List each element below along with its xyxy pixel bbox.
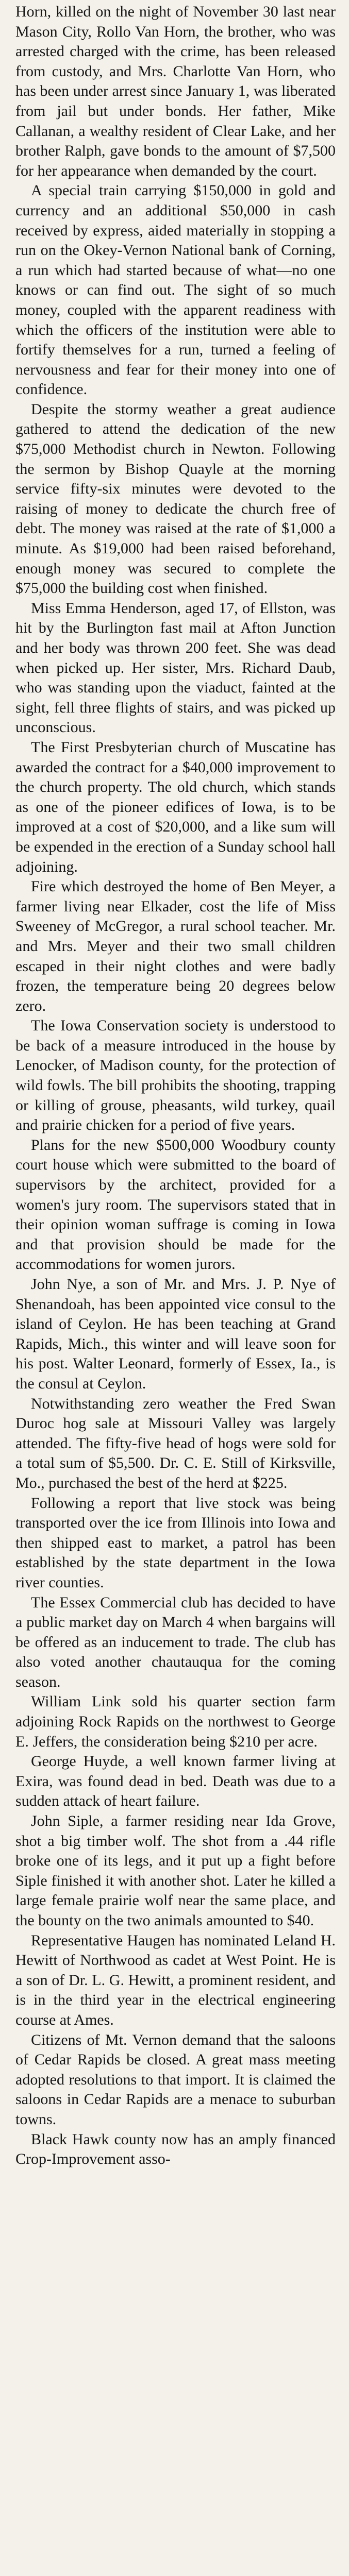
news-item-newton-church-dedication: Despite the stormy weather a great audience gathered to attend the dedication of the new $75,000 Methodist church in Newton. Following the sermon by Bishop Quayle at the morning service fifty-six minutes were devoted to the raising of money to dedicate the church free of debt. The money was raised at the rate of $1,000 a minute. As $19,000 had been raised beforehand, enough money was secured to complete the $75,000 the building cost when finished. [15,400,336,597]
news-item-corning-bank-run: A special train carrying $150,000 in gold and currency and an additional $50,000 in cash received by express, aided materially in stopping a run on the Okey-Vernon National bank of Corning, a run which had started because of what—no one knows or can find out. The sight of so much money, coupled with the apparent readiness with which the officers of the institution were able to fortify themselves for a run, turned a feeling of nervousness and fear for their money into one of confidence. [15,182,336,398]
news-item-duroc-hog-sale: Notwithstanding zero weather the Fred Swan Duroc hog sale at Missouri Valley was largely attended. The fifty-five head of hogs were sold for a total sum of $5,500. Dr. C. E. Still of Kirksville, Mo., purchased the best of the herd at $225. [15,1395,336,1492]
news-item-van-horn-case: Horn, killed on the night of November 30 last near Mason City, Rollo Van Horn, the brother, who was arrested charged with the crime, has been released from custody, and Mrs. Charlotte Van Horn, who has been under arrest since January 1, was liberated from jail but under bonds. Her father, Mike Callanan, a wealthy resident of Clear Lake, and her brother Ralph, gave bonds to the amount of $7,500 for her appearance when demanded by the court. [15,3,336,179]
news-item-woodbury-court-house: Plans for the new $500,000 Woodbury county court house which were submitted to the board of supervisors by the architect, provided for a women's jury room. The supervisors stated that in their opinion woman suffrage is coming in Iowa and that provision should be made for the accommodations for women jurors. [15,1136,336,1273]
news-item-timber-wolf: John Siple, a farmer residing near Ida Grove, shot a big timber wolf. The shot from a .44 rifle broke one of its legs, and it put up a fight before Siple finished it with another shot. Later he killed a large female prairie wolf near the same place, and the bounty on the two animals amounted to $40. [15,1812,336,1929]
news-item-conservation-bill: The Iowa Conservation society is understood to be back of a measure introduced in the house by Lenocker, of Madison county, for the protection of wild fowls. The bill prohibits the shooting, trapping or killing of grouse, pheasants, wild turkey, quail and prairie chicken for a period of five years. [15,1017,336,1134]
news-item-george-huyde-death: George Huyde, a well known farmer living at Exira, was found dead in bed. Death was due to a sudden attack of heart failure. [15,1753,336,1810]
news-item-rock-rapids-farm-sale: William Link sold his quarter section farm adjoining Rock Rapids on the northwest to George E. Jeffers, the consideration being $210 per acre. [15,1693,336,1750]
news-item-essex-market-day: The Essex Commercial club has decided to have a public market day on March 4 when bargains will be offered as an inducement to trade. The club has also voted another chautauqua for the coming season. [15,1594,336,1690]
news-item-john-nye-consul: John Nye, a son of Mr. and Mrs. J. P. Nye of Shenandoah, has been appointed vice consul to the island of Ceylon. He has been teaching at Grand Rapids, Mich., this winter and will leave soon for his post. Walter Leonard, formerly of Essex, Ia., is the consul at Ceylon. [15,1276,336,1392]
news-item-live-stock-patrol: Following a report that live stock was being transported over the ice from Illinois into Iowa and then shipped east to market, a patrol has been established by the state department in the Iowa river counties. [15,1494,336,1591]
news-item-mt-vernon-saloons: Citizens of Mt. Vernon demand that the saloons of Cedar Rapids be closed. A great mass meeting adopted resolutions to that import. It is claimed the saloons in Cedar Rapids are a menace to suburban towns. [15,2031,336,2128]
news-item-emma-henderson-accident: Miss Emma Henderson, aged 17, of Ellston, was hit by the Burlington fast mail at Afton Junction and her body was thrown 200 feet. She was dead when picked up. Her sister, Mrs. Richard Daub, who was standing upon the viaduct, fainted at the sight, fell three flights of stairs, and was picked up unconscious. [15,599,336,736]
news-item-muscatine-church-contract: The First Presbyterian church of Muscatine has awarded the contract for a $40,000 improvement to the church property. The old church, which stands as one of the pioneer edifices of Iowa, is to be improved at a cost of $20,000, and a like sum will be expended in the erection of a Sunday school hall adjoining. [15,738,336,875]
news-item-crop-improvement: Black Hawk county now has an amply financed Crop-Improvement asso- [15,2130,336,2168]
news-item-west-point-cadet: Representative Haugen has nominated Leland H. Hewitt of Northwood as cadet at West Point. He is a son of Dr. L. G. Hewitt, a prominent resident, and is in the third year in the electrical engineering course at Ames. [15,1931,336,2028]
news-item-elkader-fire: Fire which destroyed the home of Ben Meyer, a farmer living near Elkader, cost the life of Miss Sweeney of McGregor, a rural school teacher. Mr. and Mrs. Meyer and their two small children escaped in their night clothes and were badly frozen, the temperature being 20 degrees below zero. [15,878,336,1014]
